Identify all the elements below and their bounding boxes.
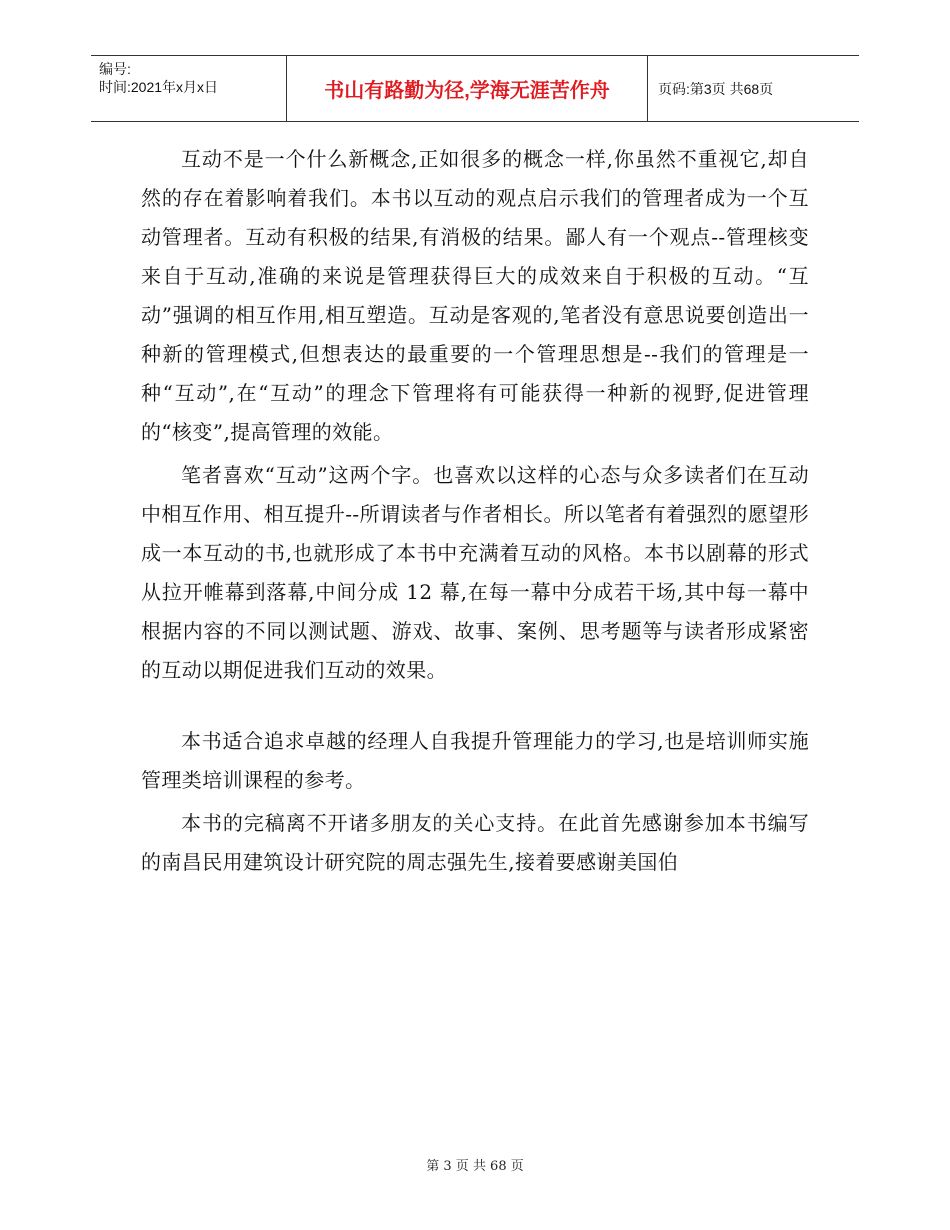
number-label: 编号: [99, 61, 131, 77]
document-body [141, 140, 809, 882]
header-meta [91, 56, 286, 121]
paragraph-3: 本书适合追求卓越的经理人自我提升管理能力的学习,也是培训师实施管理类培训课程的参考。 [141, 729, 809, 792]
header-motto: 书山有路勤为径,学海无涯苦作舟 [286, 56, 648, 121]
page-header [91, 55, 859, 122]
time-label: 时间:2021年x月x日 [99, 79, 219, 95]
page-footer: 第 3 页 共 68 页 [426, 1159, 524, 1174]
paragraph-2: 笔者喜欢“互动”这两个字。也喜欢以这样的心态与众多读者们在互动中相互作用、相互提升--所谓读者与作者相长。所以笔者有着强烈的愿望形成一本互动的书,也就形成了本书中充满着互动的风格。本书以剧幕的形式从拉开帷幕到落幕,中间分成 12 幕,在每一幕中分成若干场,其中每一幕中根据内容的不同以测试题、游戏、故事、案例、思考题等与读者形成紧密的互动以期促进我们互动的效果。 [141, 463, 809, 682]
paragraph-1: 互动不是一个什么新概念,正如很多的概念一样,你虽然不重视它,却自然的存在着影响着我们。本书以互动的观点启示我们的管理者成为一个互动管理者。互动有积极的结果,有消极的结果。鄙人有一个观点--管理核变来自于互动,准确的来说是管理获得巨大的成效来自于积极的互动。“互动”强调的相互作用,相互塑造。互动是客观的,笔者没有意思说要创造出一种新的管理模式,但想表达的最重要的一个管理思想是--我们的管理是一种“互动”,在“互动”的理念下管理将有可能获得一种新的视野,促进管理的“核变”,提高管理的效能。 [141, 147, 809, 444]
header-page-info: 页码:第3页 共68页 [658, 80, 774, 97]
paragraph-4: 本书的完稿离不开诸多朋友的关心支持。在此首先感谢参加本书编写的南昌民用建筑设计研究院的周志强先生,接着要感谢美国伯 [141, 811, 809, 874]
